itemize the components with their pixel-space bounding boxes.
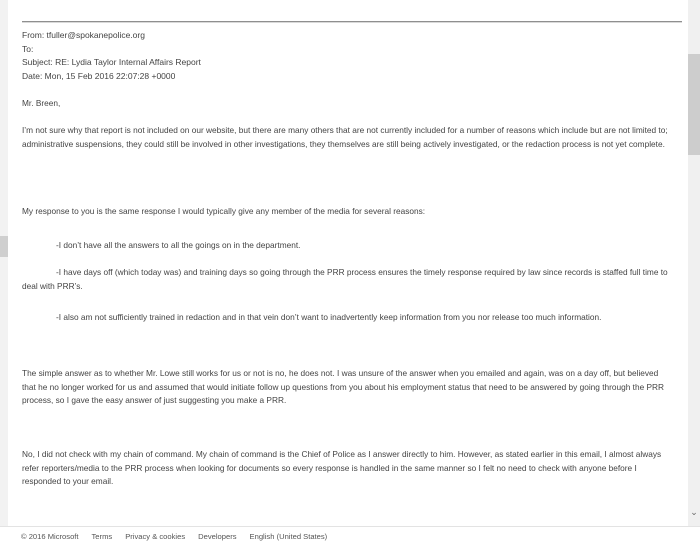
scrollbar-thumb[interactable] [688, 54, 700, 155]
footer-link-language[interactable]: English (United States) [249, 532, 328, 541]
reason-item-1: -I don’t have all the answers to all the goings on in the department. [56, 240, 301, 250]
paragraph-mr-lowe: The simple answer as to whether Mr. Lowe still works for us or not is no, he does not. I was unsure of the answer when you emailed and again, was on a day off, but believed that he no longer worked for us and assumed that would initiate follow up questions from you about his employment status that need to be answered by going through the PRR process, so I gave the easy answer of just suggesting you make a PRR. [22, 368, 665, 406]
to-line: To: [22, 43, 34, 54]
left-panel-toggle[interactable] [0, 236, 8, 257]
reason-item-2: -I have days off (which today was) and training days so going through the PRR process ensures the timely response required by law since records is staffed full time to deal with PRR’s. [22, 267, 668, 291]
from-line: From: tfuller@spokanepolice.org [22, 30, 145, 40]
date-line: Date: Mon, 15 Feb 2016 22:07:28 +0000 [22, 70, 176, 81]
copyright-text: © 2016 Microsoft [21, 532, 79, 541]
greeting: Mr. Breen, [22, 98, 61, 108]
header-divider [22, 21, 682, 23]
chevron-down-icon[interactable]: ⌄ [690, 507, 698, 517]
footer-link-privacy[interactable]: Privacy & cookies [125, 532, 186, 541]
message-reading-pane [8, 0, 688, 526]
message-headers [22, 29, 672, 83]
paragraph-website-reasons: I’m not sure why that report is not included on our website, but there are many others that are not currently included for a number of reasons which include but are not limited to; administrative suspensions, they could still be involved in other investigations, they themselves are still being actively investigated, or the redaction process is not yet complete. [22, 125, 668, 149]
footer-link-developers[interactable]: Developers [198, 532, 237, 541]
reason-item-3: -I also am not sufficiently trained in redaction and in that vein don’t want to inadvertently keep information from you nor release too much information. [56, 312, 602, 322]
vertical-scrollbar[interactable] [688, 0, 700, 526]
page-footer [0, 526, 700, 546]
footer-link-terms[interactable]: Terms [91, 532, 113, 541]
paragraph-chain-of-command: No, I did not check with my chain of command. My chain of command is the Chief of Police as I answer directly to him. However, as stated earlier in this email, I almost always refer reporters/media to the PRR process when looking for documents so every response is handled in the same manner so I felt no need to check with anyone before I responded to your email. [22, 449, 662, 487]
subject-line: Subject: RE: Lydia Taylor Internal Affairs Report [22, 57, 201, 67]
paragraph-response-intro: My response to you is the same response I would typically give any member of the media for several reasons: [22, 206, 426, 216]
